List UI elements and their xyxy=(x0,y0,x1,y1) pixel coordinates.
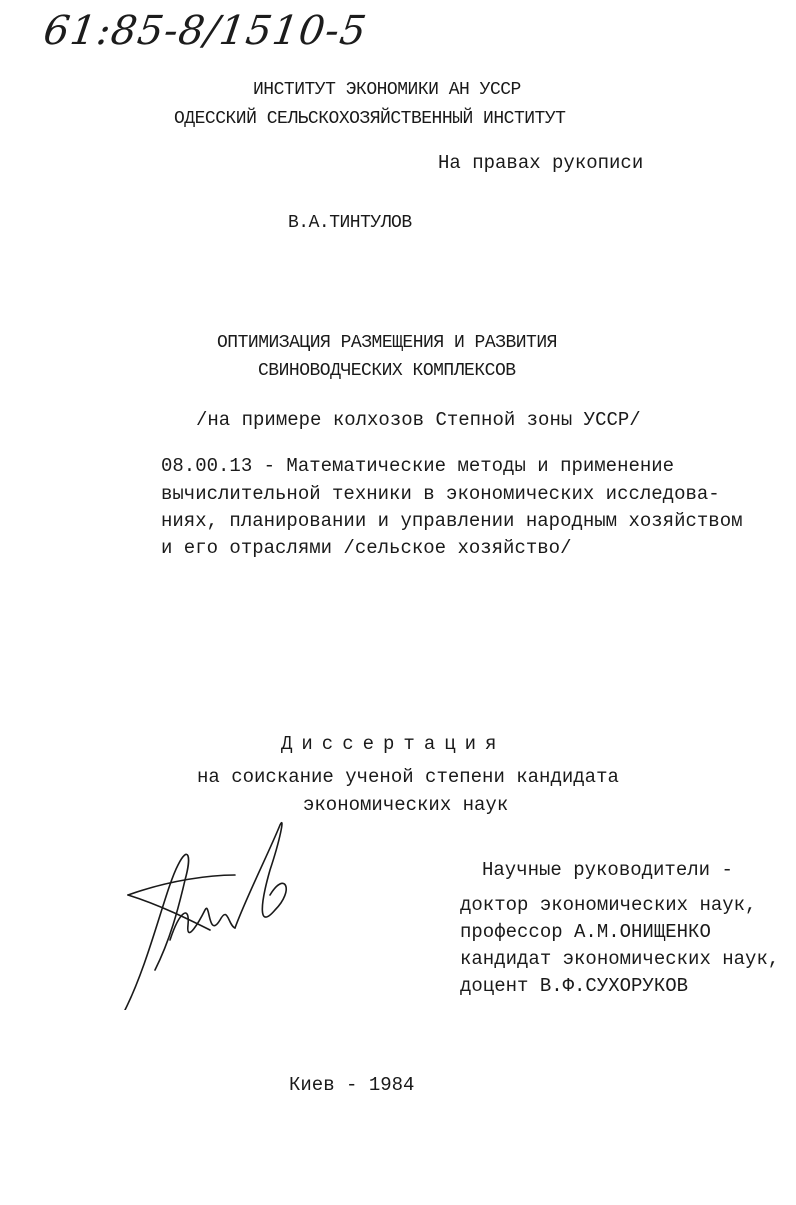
subtitle: /на примере колхозов Степной зоны УССР/ xyxy=(196,409,641,431)
supervisor-line-2: профессор А.М.ОНИЩЕНКО xyxy=(460,921,711,943)
signature-image xyxy=(110,810,330,1010)
archive-code-handwritten: 61:85-8/1510-5 xyxy=(40,8,370,54)
specialty-line-1: 08.00.13 - Математические методы и применение xyxy=(161,455,675,477)
specialty-line-3: ниях, планировании и управлении народным хозяйством xyxy=(161,510,743,532)
supervisor-line-3: кандидат экономических наук, xyxy=(460,948,780,970)
institution-line-1: ИНСТИТУТ ЭКОНОМИКИ АН УССР xyxy=(253,80,521,100)
title-line-2: СВИНОВОДЧЕСКИХ КОМПЛЕКСОВ xyxy=(258,361,516,381)
degree-line-2: экономических наук xyxy=(303,794,509,816)
supervisor-line-1: доктор экономических наук, xyxy=(460,894,757,916)
title-line-1: ОПТИМИЗАЦИЯ РАЗМЕЩЕНИЯ И РАЗВИТИЯ xyxy=(217,333,557,353)
specialty-line-2: вычислительной техники в экономических исследова- xyxy=(161,483,720,505)
institution-line-2: ОДЕССКИЙ СЕЛЬСКОХОЗЯЙСТВЕННЫЙ ИНСТИТУТ xyxy=(174,109,566,129)
specialty-line-4: и его отраслями /сельское хозяйство/ xyxy=(161,537,572,559)
degree-line-1: на соискание ученой степени кандидата xyxy=(197,766,619,788)
place-and-year: Киев - 1984 xyxy=(289,1074,415,1096)
supervisors-heading: Научные руководители - xyxy=(482,859,733,881)
work-type: Диссертация xyxy=(281,733,506,755)
supervisor-line-4: доцент В.Ф.СУХОРУКОВ xyxy=(460,975,689,997)
manuscript-note: На правах рукописи xyxy=(438,152,644,174)
author-name: В.А.ТИНТУЛОВ xyxy=(288,213,412,233)
